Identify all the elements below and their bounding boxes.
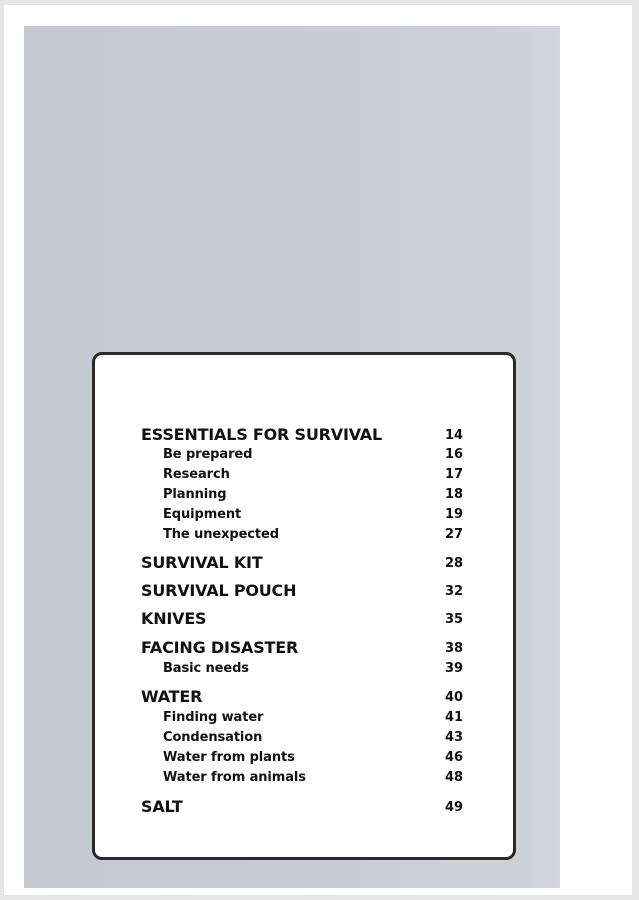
- toc-title: ESSENTIALS FOR SURVIVAL: [141, 425, 382, 444]
- toc-title: SURVIVAL POUCH: [141, 581, 297, 600]
- toc-page: 41: [445, 710, 464, 725]
- toc-page: 16: [445, 447, 464, 462]
- document-page: [24, 26, 560, 888]
- toc-page: 46: [445, 750, 464, 765]
- toc-title: Be prepared: [163, 447, 253, 462]
- toc-title: Equipment: [163, 507, 242, 522]
- toc-box: [92, 352, 516, 860]
- toc-page: 18: [445, 487, 464, 502]
- toc-page: 43: [445, 730, 464, 745]
- toc-page: 48: [445, 770, 464, 785]
- toc-title: SURVIVAL KIT: [141, 553, 263, 572]
- toc-title: Finding water: [163, 710, 264, 725]
- toc-title: FACING DISASTER: [141, 638, 299, 657]
- toc-title: Basic needs: [163, 661, 249, 676]
- toc-page: 39: [445, 661, 464, 676]
- toc-page: 40: [445, 690, 464, 705]
- toc-title: Planning: [163, 487, 227, 502]
- toc-title: KNIVES: [141, 609, 207, 628]
- toc-title: Water from plants: [163, 750, 295, 765]
- toc-page: 49: [445, 800, 464, 815]
- toc-page: 32: [445, 584, 464, 599]
- toc-page: 35: [445, 612, 464, 627]
- viewer-frame: [4, 5, 632, 895]
- toc-page: 17: [445, 467, 464, 482]
- toc-title: WATER: [141, 687, 203, 706]
- toc-page: 28: [445, 556, 464, 571]
- toc-title: Research: [163, 467, 230, 482]
- toc-page: 19: [445, 507, 464, 522]
- toc-title: Water from animals: [163, 770, 306, 785]
- toc-title: SALT: [141, 797, 183, 816]
- toc-page: 38: [445, 641, 464, 656]
- toc-page: 14: [445, 428, 464, 443]
- toc-title: The unexpected: [163, 527, 279, 542]
- toc-page: 27: [445, 527, 464, 542]
- toc-title: Condensation: [163, 730, 263, 745]
